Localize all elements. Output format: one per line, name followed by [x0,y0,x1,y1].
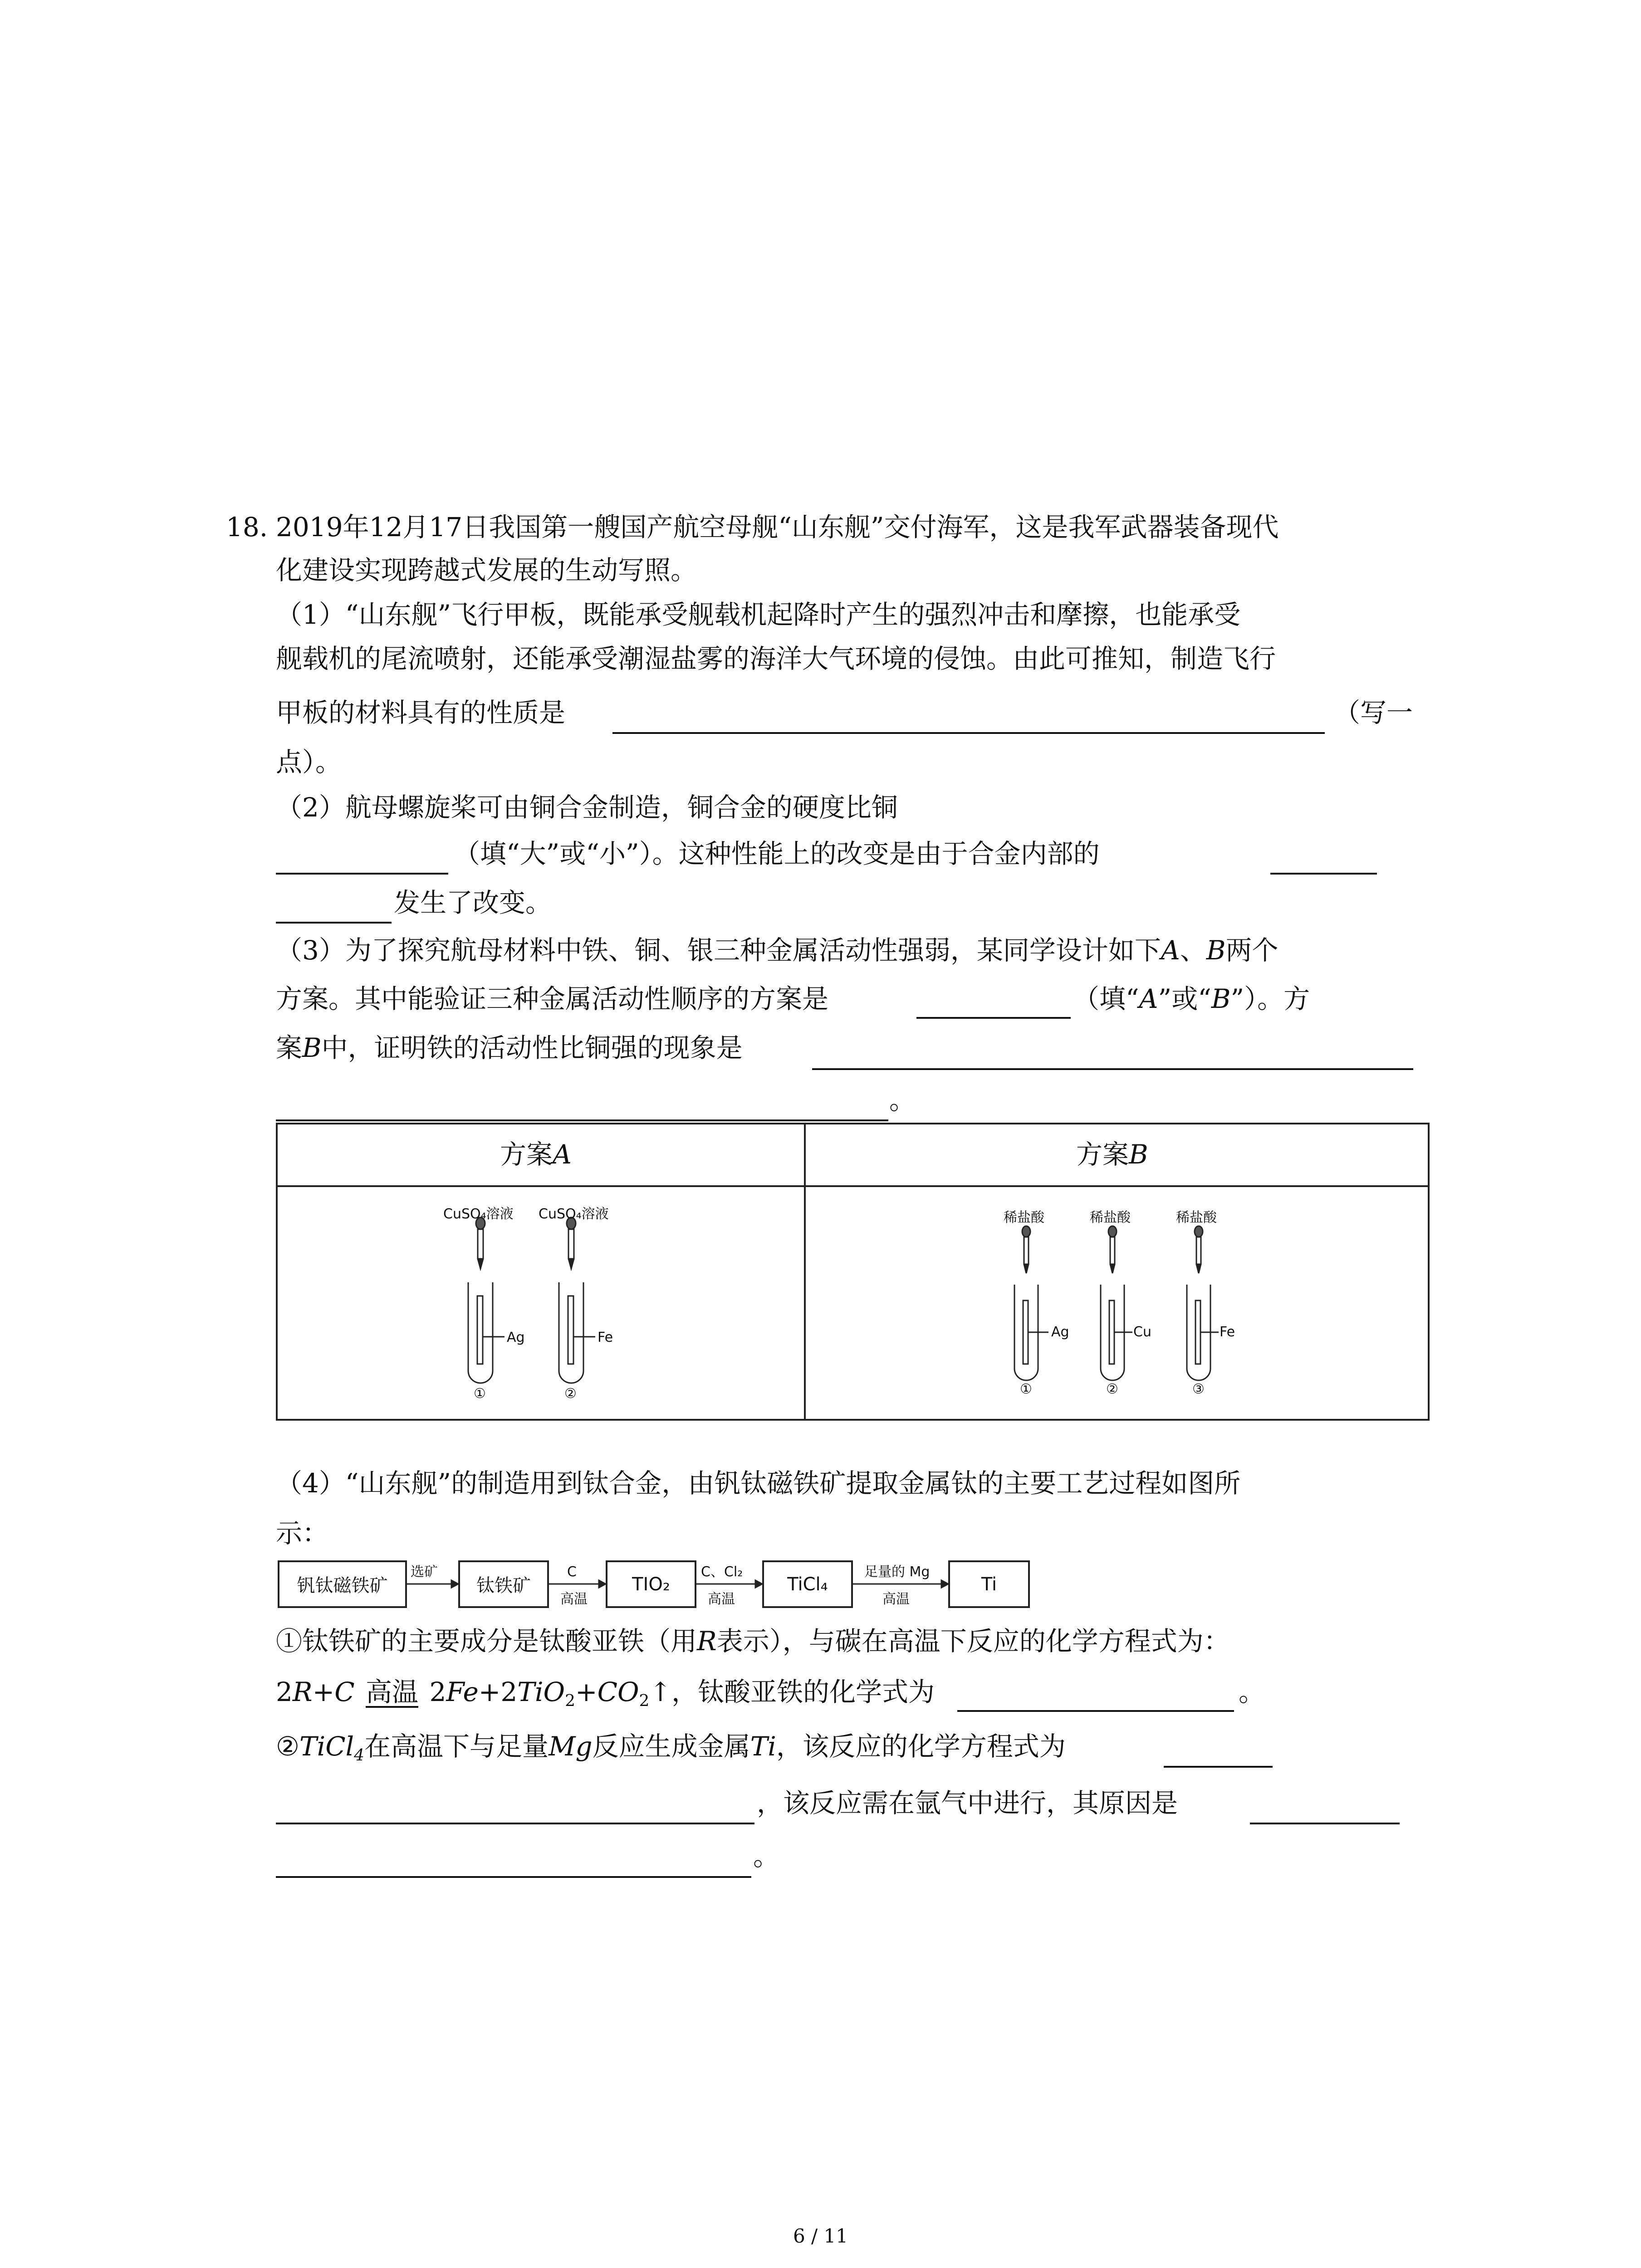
answer-blank-8b[interactable] [276,1876,751,1878]
part1-line-1: （1）“山东舰”飞行甲板，既能承受舰载机起降时产生的强烈冲击和摩擦，也能承受 [276,599,1241,630]
part3-line-3: 案B中，证明铁的活动性比铜强的现象是 [276,1032,743,1063]
scheme-b-tube-3-number: ③ [1192,1381,1205,1397]
scheme-b-title: 方案B [1076,1139,1148,1170]
flow-box-ticl4: TiCl₄ [762,1560,853,1608]
part2-line-1: （2）航母螺旋桨可由铜合金制造，铜合金的硬度比铜 [276,792,898,823]
flow-label-dressing: 选矿 [411,1564,438,1580]
reaction-condition: 高温 [366,1677,419,1707]
page-number: 6 / 11 [793,2225,848,2247]
scheme-b-tube-1-number: ① [1020,1381,1032,1397]
answer-blank-2[interactable] [276,873,448,875]
scheme-b-reagent-2: 稀盐酸 [1090,1210,1131,1226]
scheme-a-metal-fe: Fe [598,1330,613,1345]
flow-label-carbon: C [567,1564,577,1580]
scheme-a-title: 方案A [500,1139,572,1170]
flow-label-high-temp-3: 高温 [882,1591,910,1607]
question-number: 18. [226,512,268,543]
scheme-b-reagent-3: 稀盐酸 [1176,1210,1217,1226]
part1-line-3: 甲板的材料具有的性质是 [276,697,566,728]
part3-line-1: （3）为了探究航母材料中铁、铜、银三种金属活动性强弱，某同学设计如下A、B两个 [276,935,1279,966]
answer-blank-3a[interactable] [1270,873,1377,875]
flow-box-ilmenite: 钛铁矿 [458,1560,549,1608]
sub2-line-3: 。 [753,1841,780,1872]
answer-blank-6[interactable] [957,1710,1234,1712]
answer-blank-1[interactable] [612,732,1325,734]
scheme-b-metal-cu: Cu [1133,1324,1151,1340]
intro-line-2: 化建设实现跨越式发展的生动写照。 [276,555,697,586]
answer-blank-3b[interactable] [276,922,392,924]
scheme-a-tube-1-number: ① [474,1386,486,1402]
scheme-b-reagent-1: 稀盐酸 [1004,1210,1044,1226]
scheme-a-reagent-1: CuSO₄溶液 [443,1206,514,1222]
answer-blank-7a[interactable] [1164,1766,1273,1768]
part3-line-2a: 方案。其中能验证三种金属活动性顺序的方案是 [276,983,829,1014]
answer-blank-5a[interactable] [812,1068,1413,1070]
part1-line-4: 点）。 [276,747,342,777]
part1-line-2: 舰载机的尾流喷射，还能承受潮湿盐雾的海洋大气环境的侵蚀。由此可推知，制造飞行 [276,643,1276,674]
scheme-b-metal-ag: Ag [1051,1324,1069,1340]
scheme-b-metal-fe: Fe [1220,1324,1235,1340]
part1-line-3-tail: （写一 [1334,697,1413,728]
answer-blank-4[interactable] [916,1017,1071,1019]
sub1-equation: 2R+C 高温 $2Fe+2TiO_2+CO_2↑$，钛酸亚铁的化学式为 [276,1677,935,1710]
experiment-table [276,1123,1430,1421]
part3-line-4: 。 [889,1085,916,1115]
sub2-line-2: ，该反应需在氩气中进行，其原因是 [757,1788,1178,1818]
answer-blank-8a[interactable] [1250,1823,1400,1824]
flow-box-ti: Ti [948,1560,1030,1608]
scheme-b-tube-2-number: ② [1106,1381,1118,1397]
part2-line-2: （填“大”或“小”）。这种性能上的改变是由于合金内部的 [454,838,1100,869]
sub1-line-1: ①钛铁矿的主要成分是钛酸亚铁（用R表示），与碳在高温下反应的化学方程式为： [276,1626,1230,1657]
flow-label-excess-mg: 足量的 Mg [864,1564,930,1580]
sub2-line-1: ②TiCl$_4$在高温下与足量Mg反应生成金属Ti，该反应的化学方程式为 [276,1731,1066,1765]
answer-blank-5b[interactable] [276,1119,888,1121]
part4-line-1: （4）“山东舰”的制造用到钛合金，由钒钛磁铁矿提取金属钛的主要工艺过程如图所 [276,1468,1241,1499]
answer-blank-7b[interactable] [276,1823,754,1824]
flow-label-high-temp-2: 高温 [708,1591,735,1607]
intro-line-1: 2019年12月17日我国第一艘国产航空母舰“山东舰”交付海军，这是我军武器装备现代 [276,512,1279,543]
part4-line-2: 示： [276,1518,329,1549]
part3-line-2b: （填“A”或“B”）。方 [1073,983,1310,1014]
flow-box-tio2: TIO₂ [606,1560,696,1608]
scheme-a-tube-2-number: ② [564,1386,577,1402]
flow-label-high-temp-1: 高温 [560,1591,588,1607]
part2-line-3: 发生了改变。 [394,887,552,918]
flow-label-c-cl2: C、Cl₂ [701,1564,743,1580]
sub1-end: 。 [1239,1677,1265,1707]
scheme-a-reagent-2: CuSO₄溶液 [539,1206,609,1222]
scheme-a-metal-ag: Ag [507,1330,525,1345]
flow-box-ore: 钒钛磁铁矿 [278,1560,407,1608]
